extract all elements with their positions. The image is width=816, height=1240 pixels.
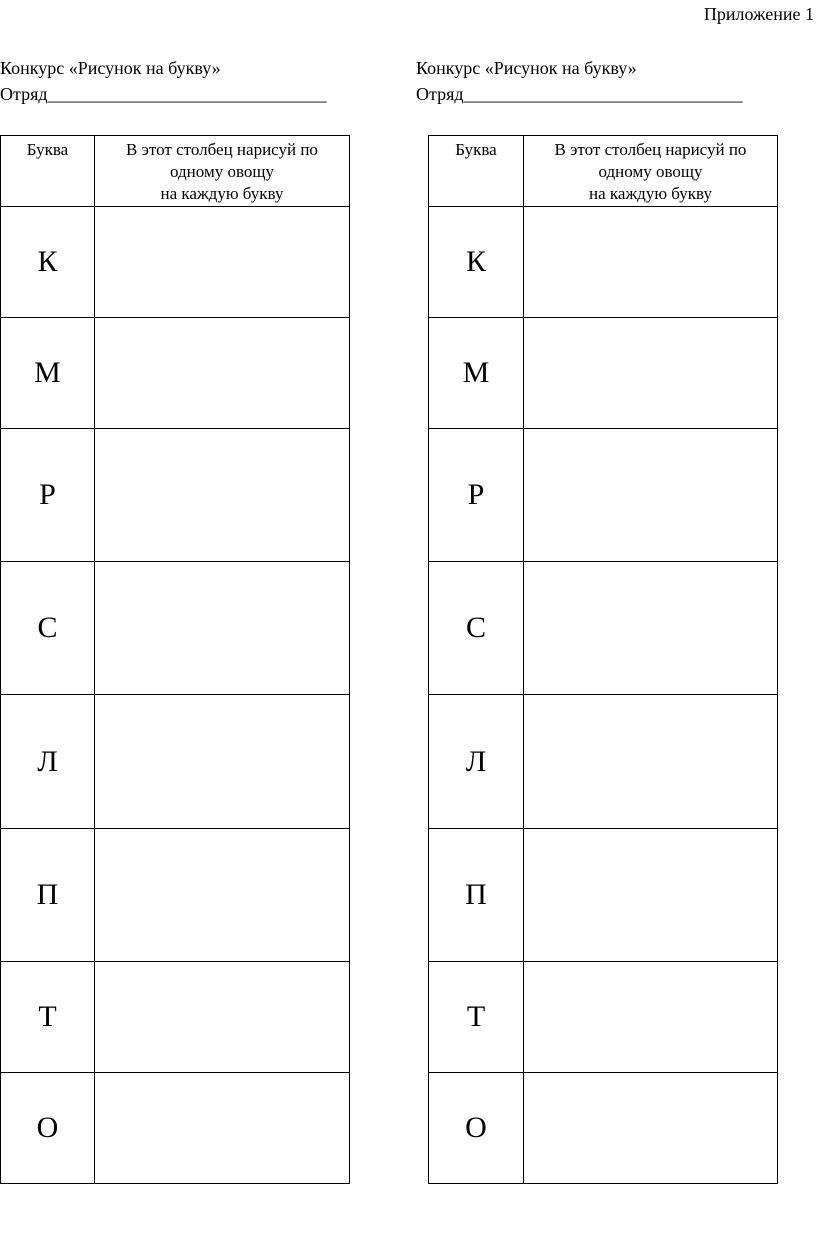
appendix-label: Приложение 1 (703, 4, 814, 24)
letter-cell: Л (429, 695, 524, 829)
draw-column-header (524, 136, 778, 207)
table-row (429, 1073, 778, 1184)
letter-cell: С (1, 562, 95, 695)
drawing-cell[interactable] (524, 695, 778, 829)
letter-table-left (0, 135, 350, 1184)
letter-cell: С (429, 562, 524, 695)
letter-cell: К (1, 207, 95, 318)
drawing-cell[interactable] (95, 695, 350, 829)
drawing-cell[interactable] (524, 1073, 778, 1184)
letter-cell: О (429, 1073, 524, 1184)
table-row (429, 829, 778, 962)
letter-cell: П (429, 829, 524, 962)
letter-cell: Л (1, 695, 95, 829)
draw-header-line: В этот столбец нарисуй по (126, 140, 318, 159)
letter-cell: М (1, 318, 95, 429)
drawing-cell[interactable] (95, 829, 350, 962)
draw-header-line: В этот столбец нарисуй по (554, 140, 747, 159)
table-row (1, 695, 350, 829)
drawing-cell[interactable] (95, 318, 350, 429)
table-row (1, 962, 350, 1073)
letter-cell: М (429, 318, 524, 429)
letter-cell: О (1, 1073, 95, 1184)
letter-cell: Р (1, 429, 95, 562)
table-row (1, 829, 350, 962)
drawing-cell[interactable] (524, 829, 778, 962)
letter-cell: Т (429, 962, 524, 1073)
table-header-row (1, 136, 350, 207)
draw-header-line: на каждую букву (160, 184, 284, 203)
drawing-cell[interactable] (524, 562, 778, 695)
team-field: Отряд_______________________________ (416, 84, 743, 104)
contest-title: Конкурс «Рисунок на букву» (416, 58, 637, 78)
letter-column-header: Буква (429, 136, 524, 207)
table-row (429, 962, 778, 1073)
drawing-cell[interactable] (524, 207, 778, 318)
team-field: Отряд_______________________________ (0, 84, 327, 104)
table-row (1, 429, 350, 562)
draw-header-line: одному овощу (170, 162, 274, 181)
drawing-cell[interactable] (95, 562, 350, 695)
table-row (429, 318, 778, 429)
letter-column-header: Буква (1, 136, 95, 207)
letter-cell: П (1, 829, 95, 962)
sheet-header-left (0, 55, 327, 107)
table-header-row (429, 136, 778, 207)
table-row (429, 429, 778, 562)
table-row (1, 318, 350, 429)
drawing-cell[interactable] (524, 962, 778, 1073)
letter-table-right (428, 135, 778, 1184)
draw-header-line: одному овощу (598, 162, 703, 181)
drawing-cell[interactable] (524, 318, 778, 429)
draw-column-header (95, 136, 350, 207)
table-row (429, 695, 778, 829)
sheet-header-right (416, 55, 743, 107)
drawing-cell[interactable] (95, 962, 350, 1073)
table-row (429, 207, 778, 318)
drawing-cell[interactable] (95, 1073, 350, 1184)
drawing-cell[interactable] (95, 207, 350, 318)
table-row (1, 207, 350, 318)
table-row (429, 562, 778, 695)
table-row (1, 562, 350, 695)
drawing-cell[interactable] (524, 429, 778, 562)
letter-cell: Р (429, 429, 524, 562)
contest-title: Конкурс «Рисунок на букву» (0, 58, 221, 78)
letter-cell: К (429, 207, 524, 318)
letter-cell: Т (1, 962, 95, 1073)
draw-header-line: на каждую букву (589, 184, 712, 203)
drawing-cell[interactable] (95, 429, 350, 562)
table-row (1, 1073, 350, 1184)
